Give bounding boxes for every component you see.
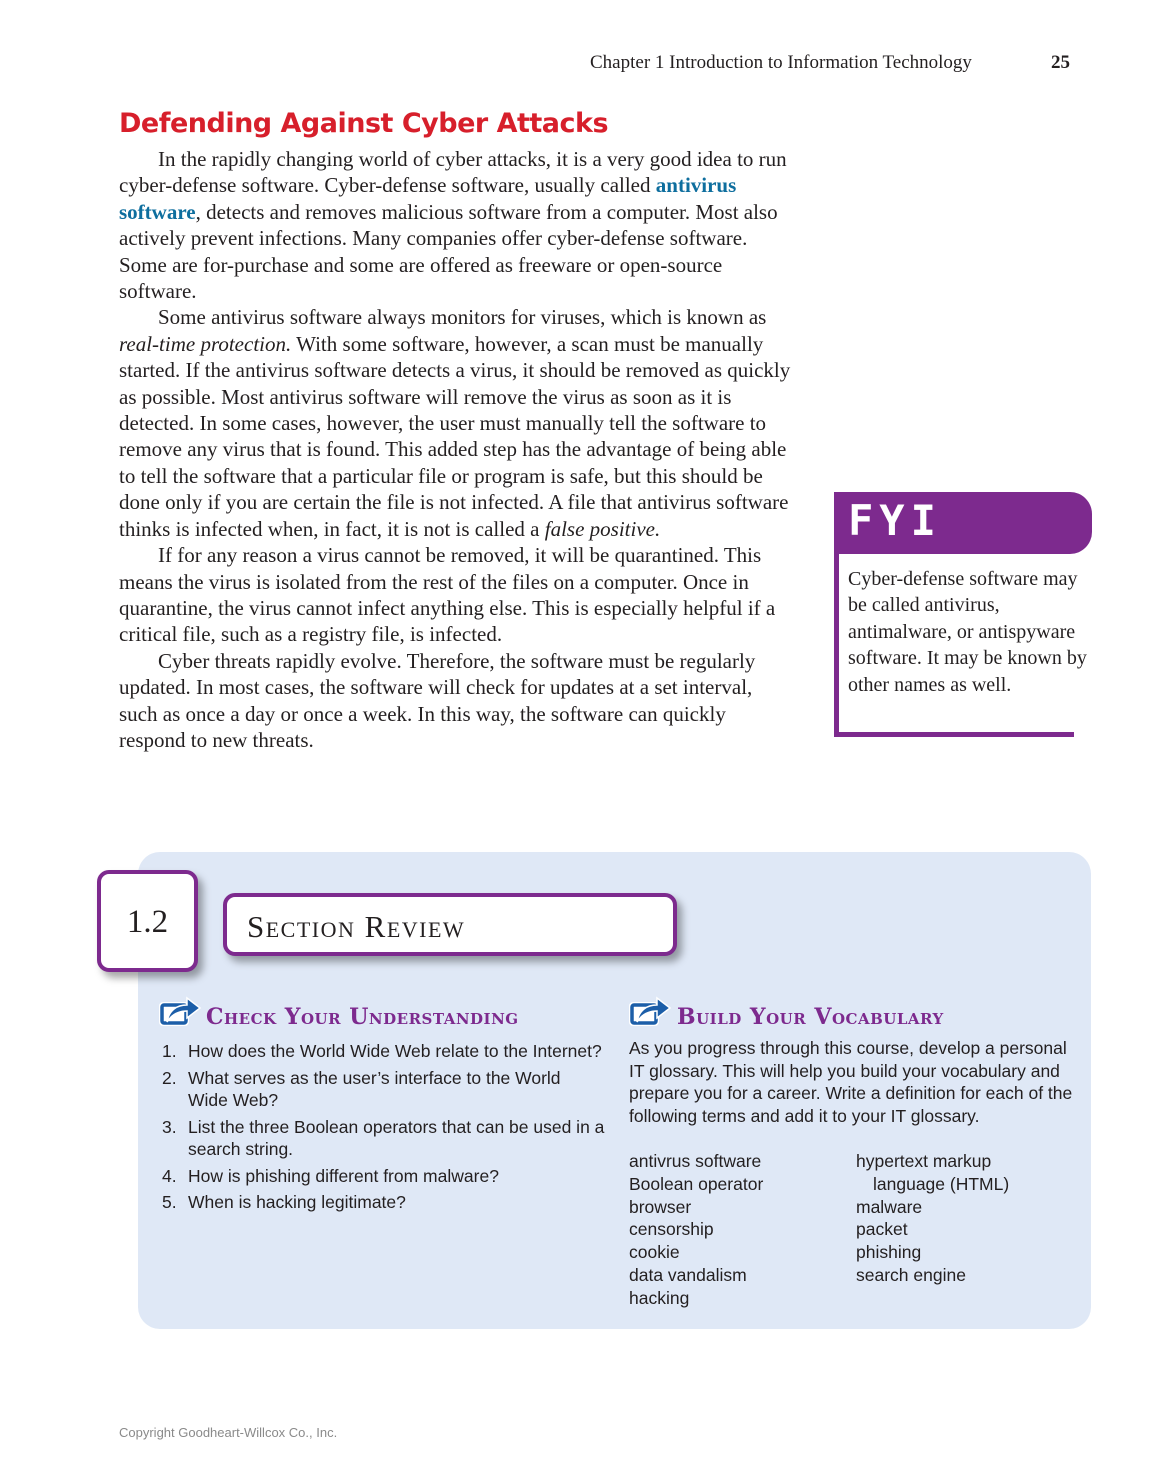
question-text: List the three Boolean operators that can be used in a search string. <box>188 1116 605 1159</box>
key-term-antivirus-software[interactable]: antivirus software <box>119 173 737 224</box>
question-text: How does the World Wide Web relate to the Internet? <box>188 1041 602 1061</box>
question-number: 4. <box>162 1165 177 1186</box>
vocabulary-term: malware <box>856 1196 923 1217</box>
share-arrow-icon <box>159 994 203 1028</box>
paragraph-2 <box>119 304 791 542</box>
italic-term-real-time-protection: real-time protection. <box>119 331 292 356</box>
italic-term-false-positive: false positive. <box>544 516 661 541</box>
question-text: How is phishing different from malware? <box>188 1165 499 1186</box>
fyi-left-rule <box>834 554 839 734</box>
vocabulary-terms-right <box>856 1150 1009 1287</box>
question-item <box>160 1040 605 1063</box>
vocabulary-term: Boolean operator <box>629 1173 764 1194</box>
section-number: 1.2 <box>126 904 169 940</box>
paragraph-text: Some antivirus software always monitors for viruses, which is known as <box>158 305 767 330</box>
vocabulary-term: phishing <box>856 1242 922 1263</box>
page-number: 25 <box>1051 52 1070 73</box>
question-item <box>160 1067 605 1112</box>
build-vocabulary-heading: Build Your Vocabulary <box>677 1004 944 1030</box>
question-text: When is hacking legitimate? <box>188 1192 406 1212</box>
copyright-notice: Copyright Goodheart-Willcox Co., Inc. <box>119 1425 338 1440</box>
section-review-title: Section Review <box>247 909 466 944</box>
fyi-sidebar <box>834 492 1092 738</box>
section-number-badge <box>97 870 198 972</box>
question-number: 1. <box>162 1041 177 1061</box>
vocabulary-term: browser <box>629 1196 692 1217</box>
question-list <box>160 1040 605 1218</box>
question-number: 3. <box>162 1116 177 1137</box>
chapter-title: Chapter 1 Introduction to Information Technology <box>590 52 972 73</box>
fyi-body: Cyber-defense software may be called antivirus, antimalware, or antispyware software. It may be known by other names as well. <box>848 568 1087 696</box>
article-body <box>119 146 791 753</box>
running-head <box>590 52 1070 74</box>
vocabulary-term: hypertext markup <box>856 1151 992 1171</box>
fyi-title: FYI <box>848 496 942 545</box>
paragraph-text: , detects and removes malicious software from a computer. Most also actively prevent infections. Many companies offer cyber-defense software. Some are for-purchase and some are offered as freeware or open-source software. <box>119 199 778 304</box>
question-number: 5. <box>162 1192 177 1212</box>
vocabulary-term: packet <box>856 1219 908 1240</box>
paragraph-3: If for any reason a virus cannot be removed, it will be quarantined. This means the virus is isolated from the rest of the files on a computer. Once in quarantine, the virus cannot infect anything else. This is especially helpful if a critical file, such as a registry file, is infected. <box>119 543 776 647</box>
paragraph-1 <box>119 146 791 304</box>
question-text: What serves as the user’s interface to the World Wide Web? <box>188 1067 561 1110</box>
question-item <box>160 1116 605 1161</box>
vocabulary-term: data vandalism <box>629 1264 747 1285</box>
question-number: 2. <box>162 1067 177 1088</box>
vocabulary-term: censorship <box>629 1219 714 1240</box>
paragraph-text: With some software, however, a scan must be manually started. If the antivirus software detects a virus, it should be removed as quickly as possible. Most antivirus software will remove the virus as soon as it is detected. In some cases, however, the user must manually tell the software to remove any virus that is found. This added step has the advantage of being able to tell the software that a particular file or program is safe, but this should be done only if you are certain the file is not infected. A file that antivirus software thinks is infected when, in fact, it is not is called a <box>119 331 791 541</box>
vocabulary-term: hacking <box>629 1287 690 1308</box>
vocabulary-intro: As you progress through this course, develop a personal IT glossary. This will help you build your vocabulary and prepare you for a career. Write a definition for each of the following terms and add it to your IT glossary. <box>629 1038 1073 1126</box>
fyi-tab <box>834 492 1092 554</box>
vocabulary-term: antivrus software <box>629 1151 762 1171</box>
fyi-bottom-rule <box>834 732 1074 737</box>
section-heading: Defending Against Cyber Attacks <box>119 108 609 139</box>
vocabulary-term: cookie <box>629 1242 680 1263</box>
paragraph-text: In the rapidly changing world of cyber attacks, it is a very good idea to run cyber-defense software. Cyber-defense software, usually called <box>119 147 787 198</box>
check-understanding-heading: Check Your Understanding <box>206 1004 519 1030</box>
question-item <box>160 1191 605 1214</box>
question-item <box>160 1165 605 1188</box>
paragraph-4: Cyber threats rapidly evolve. Therefore, the software must be regularly updated. In most cases, the software will check for updates at a set interval, such as once a day or once a week. In this way, the software can quickly respond to new threats. <box>119 648 756 752</box>
share-arrow-icon <box>629 994 673 1028</box>
section-review-title-box <box>223 893 677 956</box>
vocabulary-terms-left <box>629 1150 763 1310</box>
vocabulary-term-continued: language (HTML) <box>873 1173 1010 1194</box>
vocabulary-term: search engine <box>856 1264 966 1285</box>
